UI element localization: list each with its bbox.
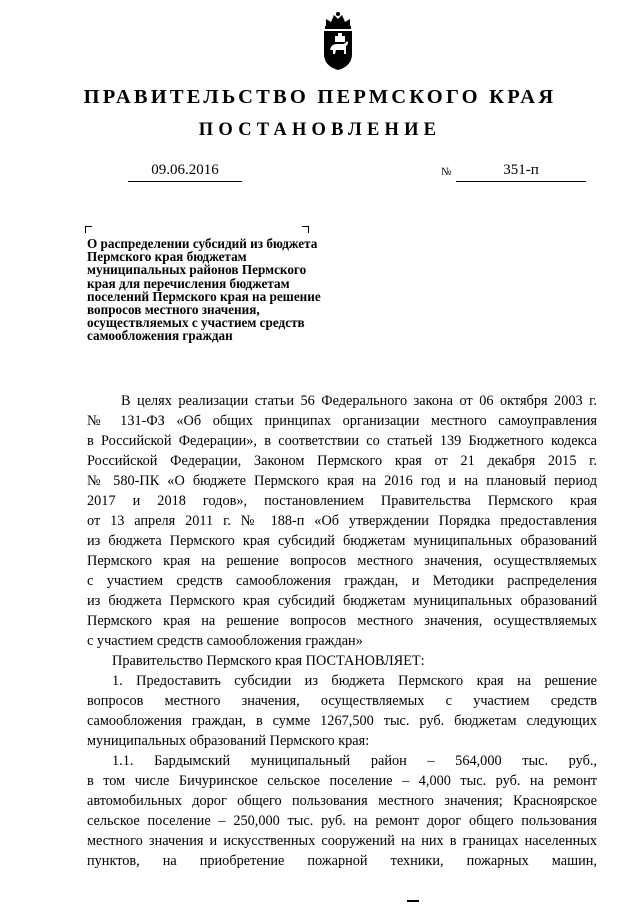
body-line: В целях реализации статьи 56 Федерального закона от 06 октября 2003 г. [121, 393, 597, 409]
document-number: 351-п [456, 162, 586, 182]
subject-line: края для перечисления бюджетам [87, 275, 290, 291]
subject-line: О распределении субсидий из бюджета [87, 236, 318, 251]
body-line: 2017 и 2018 годов», постановлением Правительства Пермского края [87, 493, 597, 509]
document-date: 09.06.2016 [128, 162, 242, 182]
body-line: с участием средств самообложения граждан» [87, 633, 363, 649]
body-line: вопросов местного значения, осуществляемых с участием средств [87, 693, 597, 709]
body-line: самообложения граждан, в сумме 1267,500 тыс. руб. бюджетам следующих [87, 713, 597, 729]
subject-line: Пермского края бюджетам [87, 249, 247, 265]
body-line: в Российской Федерации», в соответствии со статьей 139 Бюджетного кодекса [87, 433, 597, 449]
body-line: пунктов, на приобретение пожарной техники, пожарных машин, [87, 853, 597, 869]
body-line: автомобильных дорог общего пользования местного значения; Красноярское [87, 793, 597, 809]
body-line: из бюджета Пермского края субсидий бюджетам муниципальных образований [87, 593, 597, 609]
subject-line: поселений Пермского края на решение [87, 288, 321, 304]
body-line: из бюджета Пермского края субсидий бюджетам муниципальных образований [87, 533, 597, 549]
subject-corner-right [302, 226, 309, 233]
body-line: 1.1. Бардымский муниципальный район – 564,000 тыс. руб., [112, 753, 597, 769]
number-label: № [441, 166, 452, 178]
subject-corner-left [85, 226, 92, 233]
body-line: 1. Предоставить субсидии из бюджета Пермского края на решение [112, 673, 597, 689]
body-line: муниципальных образований Пермского края: [87, 733, 370, 749]
perm-krai-coat-of-arms-icon [318, 10, 358, 72]
document-type: ПОСТАНОВЛЕНИЕ [198, 120, 442, 140]
body-line: Правительство Пермского края ПОСТАНОВЛЯЕТ: [112, 653, 425, 669]
body-line: Пермского края на решение вопросов местного значения, осуществляемых [87, 553, 597, 569]
body-line: № 131-ФЗ «Об общих принципах организации местного самоуправления [87, 413, 597, 429]
body-line: № 580-ПК «О бюджете Пермского края на 2016 год и на плановый период [87, 473, 597, 489]
document-subject [87, 237, 377, 343]
body-line: местного значения и искусственных сооружений на них в границах населенных [87, 833, 597, 849]
page-edge-mark [407, 900, 419, 902]
body-line: в том числе Бичуринское сельское поселение – 4,000 тыс. руб. на ремонт [87, 773, 597, 789]
body-line: с участием средств самообложения граждан, и Методики распределения [87, 573, 597, 589]
subject-line: вопросов местного значения, [87, 302, 260, 318]
subject-line: осуществляемых с участием средств [87, 315, 305, 331]
subject-line: муниципальных районов Пермского [87, 262, 307, 278]
body-line: от 13 апреля 2011 г. № 188-п «Об утверждении Порядка предоставления [87, 513, 597, 529]
subject-line: самообложения граждан [87, 328, 233, 344]
government-title: ПРАВИТЕЛЬСТВО ПЕРМСКОГО КРАЯ [83, 86, 557, 108]
body-line: Пермского края на решение вопросов местного значения, осуществляемых [87, 613, 597, 629]
body-line: сельское поселение – 250,000 тыс. руб. на ремонт дорог общего пользования [87, 813, 597, 829]
body-line: Российской Федерации, Законом Пермского края от 21 декабря 2015 г. [87, 453, 597, 469]
document-body [87, 391, 597, 871]
